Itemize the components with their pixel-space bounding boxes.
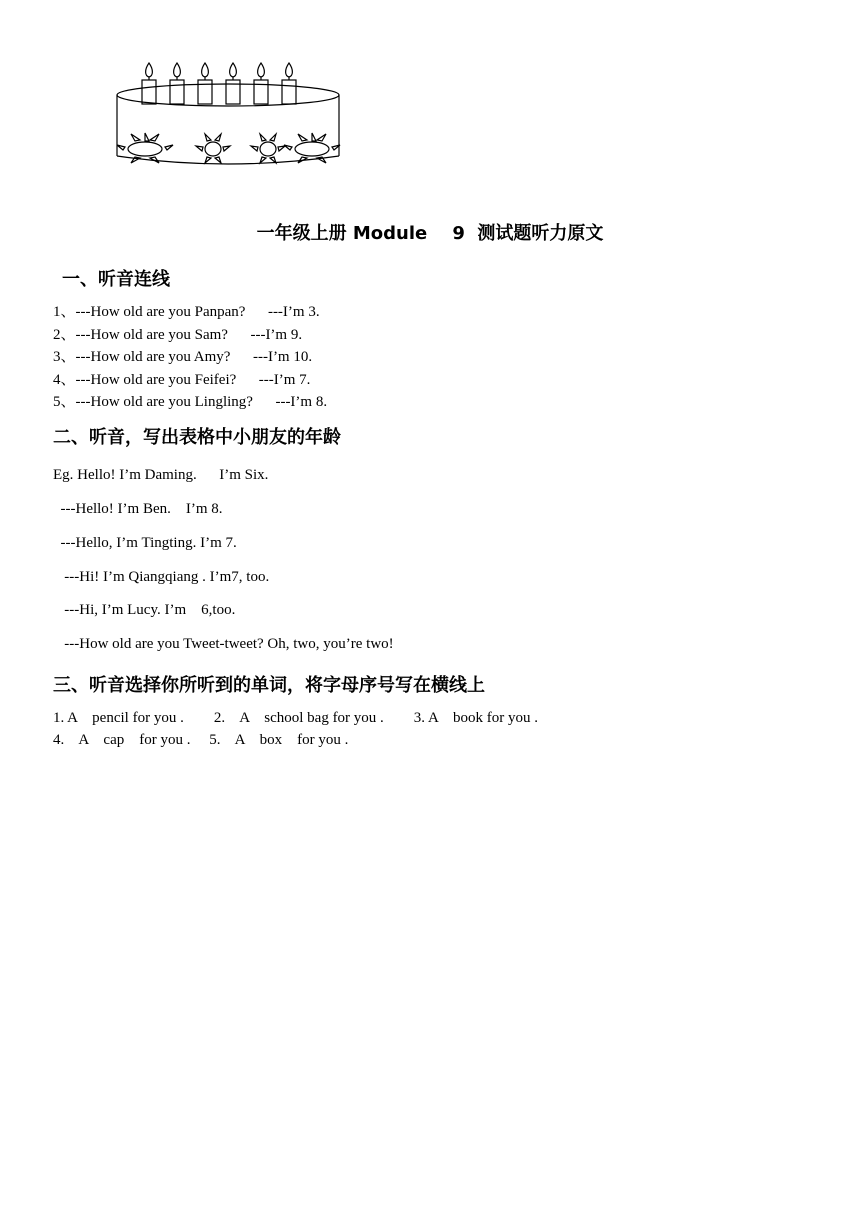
section-1-heading: 一、听音连线 [62, 269, 170, 290]
section-2-line-4: ---Hi! I’m Qiangqiang . I’m7, too. [53, 569, 270, 585]
birthday-cake-illustration [112, 58, 344, 170]
section-2-line-3: ---Hello, I’m Tingting. I’m 7. [53, 535, 237, 551]
section-2-line-6: ---How old are you Tweet-tweet? Oh, two, you’re two! [53, 636, 394, 652]
section-2-line-5: ---Hi, I’m Lucy. I’m 6,too. [53, 602, 236, 618]
section-1-line-4: 4、---How old are you Feifei? ---I’m 7. [53, 372, 311, 388]
section-2-heading: 二、听音，写出表格中小朋友的年龄 [53, 427, 341, 448]
section-2-line-2: ---Hello! I’m Ben. I’m 8. [53, 501, 223, 517]
section-1-line-5: 5、---How old are you Lingling? ---I’m 8. [53, 394, 328, 410]
section-1-line-1: 1、---How old are you Panpan? ---I’m 3. [53, 304, 320, 320]
page-title: 一年级上册 Module 9 测试题听力原文 [256, 223, 604, 244]
section-3-heading: 三、听音选择你所听到的单词，将字母序号写在横线上 [53, 675, 485, 696]
sun-decorations [117, 133, 340, 163]
section-2-line-1: Eg. Hello! I’m Daming. I’m Six. [53, 467, 269, 483]
section-1-line-3: 3、---How old are you Amy? ---I’m 10. [53, 349, 313, 365]
section-3-line-2: 4. A cap for you . 5. A box for you . [53, 732, 349, 748]
section-3-line-1: 1. A pencil for you . 2. A school bag for you . 3. A book for you . [53, 710, 538, 726]
section-1-line-2: 2、---How old are you Sam? ---I’m 9. [53, 327, 303, 343]
